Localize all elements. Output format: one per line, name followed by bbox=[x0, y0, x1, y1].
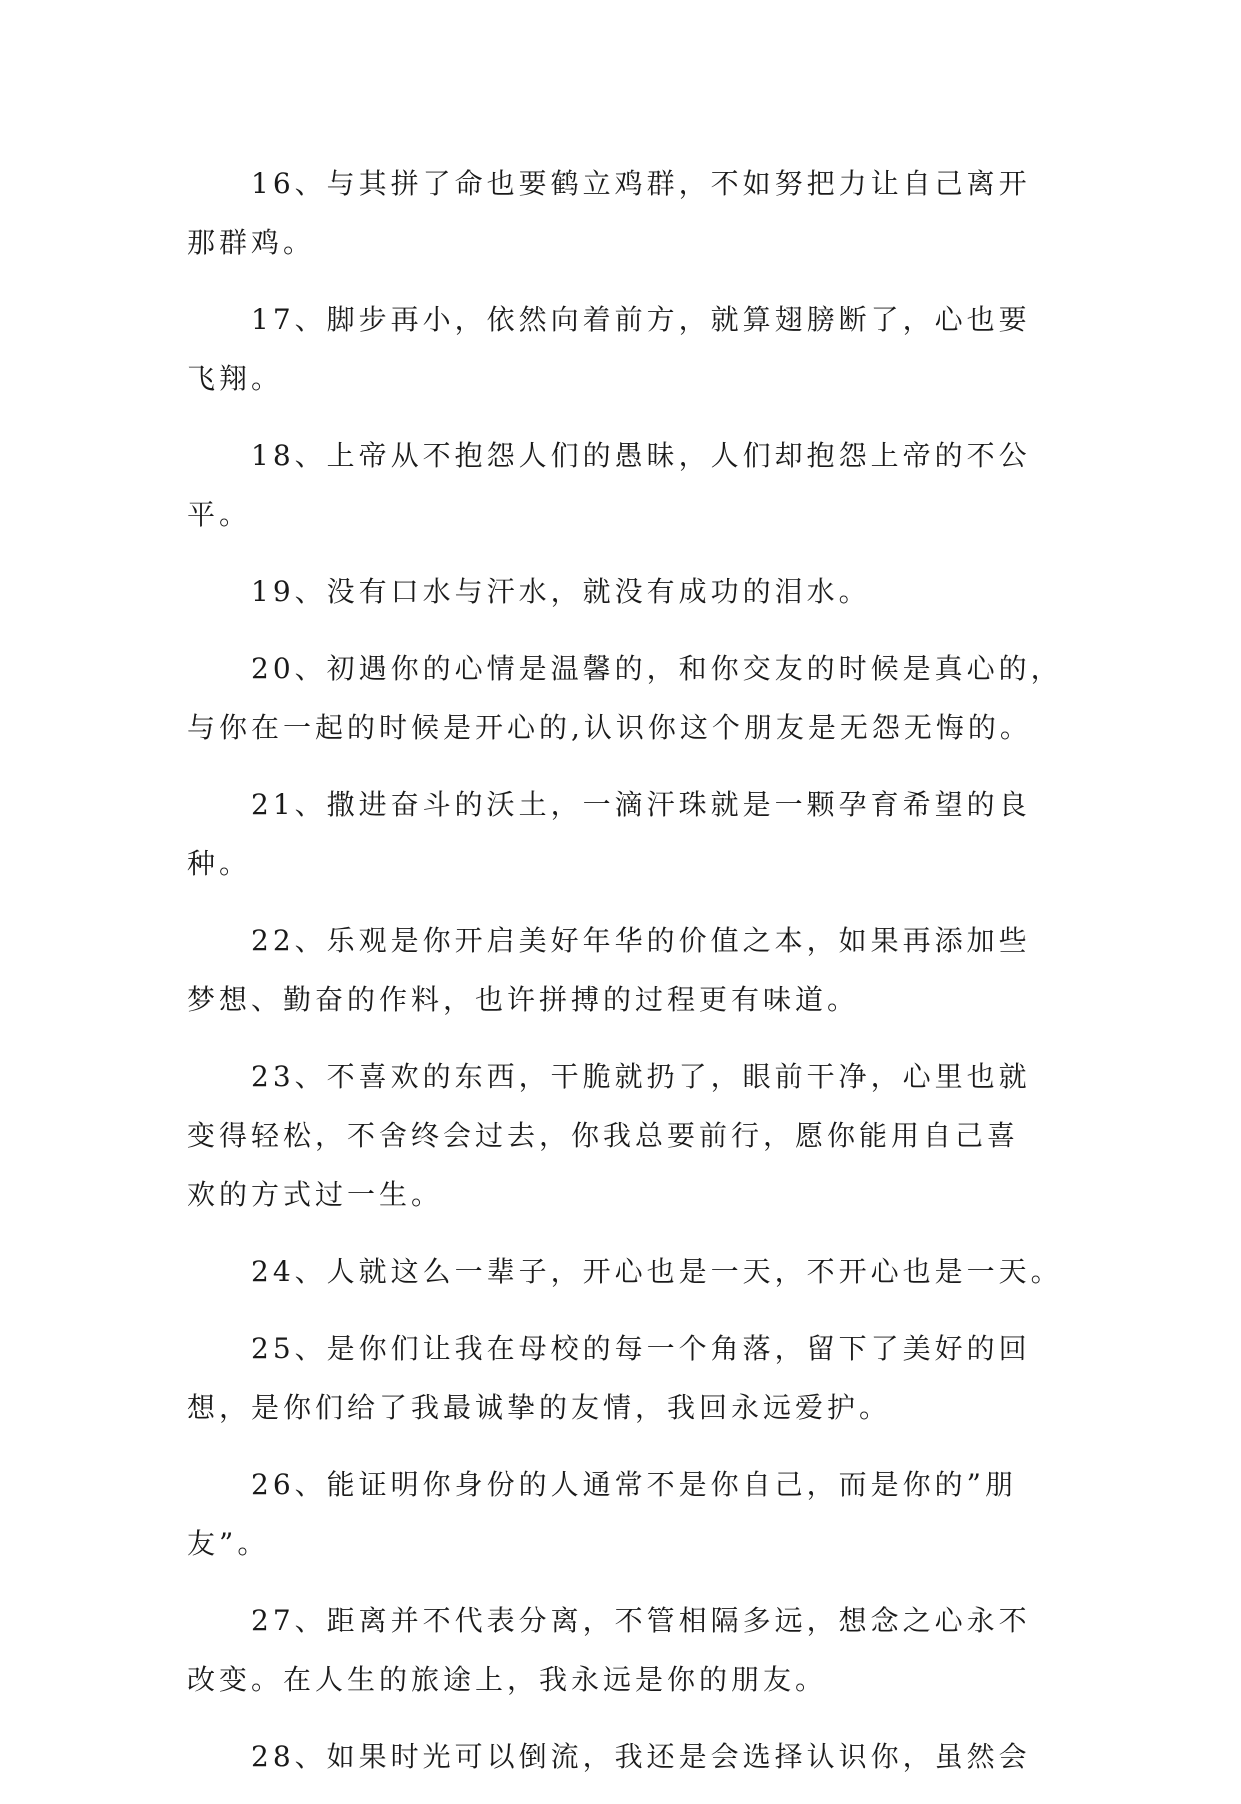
quote-22 bbox=[187, 911, 1067, 1029]
quote-line: 想，是你们给了我最诚挚的友情，我回永远爱护。 bbox=[187, 1391, 892, 1424]
quote-line: 17、脚步再小，依然向着前方，就算翅膀断了，心也要 bbox=[251, 303, 1031, 336]
quote-line: 18、上帝从不抱怨人们的愚昧，人们却抱怨上帝的不公 bbox=[251, 439, 1031, 472]
quote-line: 20、初遇你的心情是温馨的，和你交友的时候是真心的， bbox=[251, 652, 1063, 685]
quote-line: 27、距离并不代表分离，不管相隔多远，想念之心永不 bbox=[251, 1604, 1031, 1637]
quote-line: 26、能证明你身份的人通常不是你自己，而是你的”朋 bbox=[251, 1468, 1017, 1501]
quote-18 bbox=[187, 426, 1067, 544]
quote-line: 16、与其拼了命也要鹤立鸡群，不如努把力让自己离开 bbox=[251, 167, 1031, 200]
quote-line: 平。 bbox=[187, 498, 252, 531]
quote-19 bbox=[187, 562, 1067, 621]
quote-line: 改变。在人生的旅途上，我永远是你的朋友。 bbox=[187, 1663, 828, 1696]
quote-24 bbox=[187, 1242, 1067, 1301]
quote-line: 28、如果时光可以倒流，我还是会选择认识你，虽然会 bbox=[251, 1740, 1031, 1773]
quote-25 bbox=[187, 1319, 1067, 1437]
quote-line: 24、人就这么一辈子，开心也是一天，不开心也是一天。 bbox=[251, 1255, 1063, 1288]
quote-line: 22、乐观是你开启美好年华的价值之本，如果再添加些 bbox=[251, 924, 1031, 957]
quote-line: 梦想、勤奋的作料，也许拼搏的过程更有味道。 bbox=[187, 983, 860, 1016]
quote-26 bbox=[187, 1455, 1067, 1573]
quote-line: 飞翔。 bbox=[187, 362, 284, 395]
quote-17 bbox=[187, 290, 1067, 408]
quote-21 bbox=[187, 775, 1067, 893]
quote-line: 19、没有口水与汗水，就没有成功的泪水。 bbox=[251, 575, 871, 608]
document-body bbox=[187, 154, 1067, 1804]
quote-line: 那群鸡。 bbox=[187, 226, 316, 259]
quote-line: 变得轻松，不舍终会过去，你我总要前行，愿你能用自己喜 bbox=[187, 1119, 1020, 1152]
quote-27 bbox=[187, 1591, 1067, 1709]
quote-line: 友”。 bbox=[187, 1527, 270, 1560]
quote-16 bbox=[187, 154, 1067, 272]
quote-line: 与你在一起的时候是开心的,认识你这个朋友是无怨无悔的。 bbox=[187, 711, 1032, 744]
quote-28 bbox=[187, 1727, 1067, 1786]
quote-20 bbox=[187, 639, 1067, 757]
quote-line: 21、撒进奋斗的沃土，一滴汗珠就是一颗孕育希望的良 bbox=[251, 788, 1031, 821]
quote-line: 种。 bbox=[187, 847, 252, 880]
quote-line: 欢的方式过一生。 bbox=[187, 1178, 444, 1211]
quote-23 bbox=[187, 1047, 1067, 1224]
quote-line: 25、是你们让我在母校的每一个角落，留下了美好的回 bbox=[251, 1332, 1031, 1365]
quote-line: 23、不喜欢的东西，干脆就扔了，眼前干净，心里也就 bbox=[251, 1060, 1031, 1093]
